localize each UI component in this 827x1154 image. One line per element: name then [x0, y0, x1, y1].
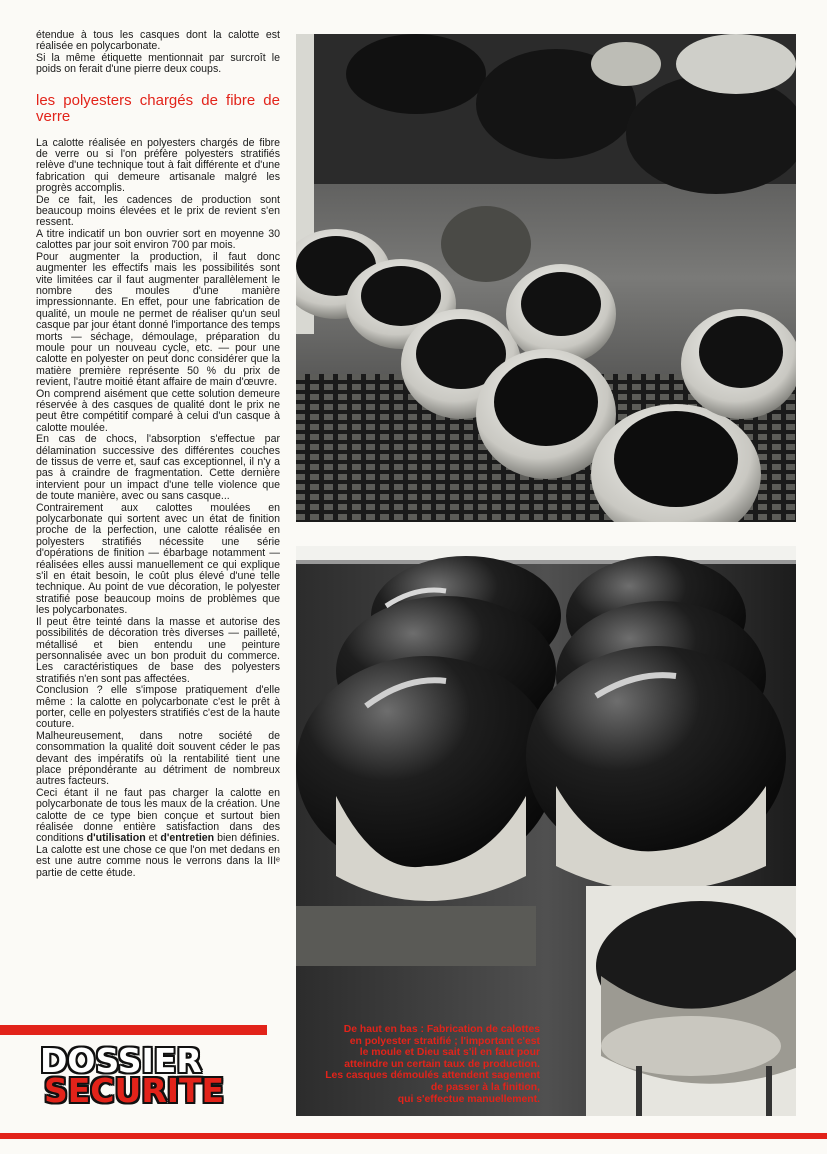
body-paragraph: Contrairement aux calottes moulées en polycarbonate qui sortent avec un état de finition proche de la perfection, une calotte réalisée en polyesters stratifiés nécessite une série d'opérations de finition — ébarbage notamment — réalisées elles aussi manuellement ce qui explique s'il en était besoin, le coût plus élevé d'une telle technique. Au point de vue décoration, le polyester stratifié pose beaucoup moins de problèmes que les polycarbonates.: [36, 501, 280, 617]
bold-entretien: d'entretien: [160, 832, 215, 845]
body-paragraph: On comprend aisément que cette solution demeure réservée à des casques de qualité dont le prix ne peut être compétitif comparé à celui d'un casque à calotte moulée.: [36, 387, 280, 434]
logo-line-dossier: DOSSIER: [40, 1041, 202, 1080]
body-paragraph: Malheureusement, dans notre société de consommation la qualité doit souvent céder le pas devant des impératifs où la rentabilité tient une place prépondérante au détriment de nombreux autres facteurs.: [36, 729, 280, 788]
body-paragraph: Conclusion ? elle s'impose pratiquement d'elle même : la calotte en polycarbonate c'est le prêt à porter, celle en polyesters stratifiés c'est de la haute couture.: [36, 684, 280, 731]
bottom-accent-bar: [0, 1133, 827, 1139]
final-paragraph: La calotte est une chose ce que l'on met dedans en est une autre comme nous le verrons dans la IIIᵉ partie de cette étude.: [36, 843, 280, 879]
bold-utilisation: d'utilisation: [86, 832, 146, 845]
ceci-text-after: bien définies.: [214, 832, 280, 845]
logo-line-securite: SECURITE: [44, 1071, 225, 1110]
body-paragraph: A titre indicatif un bon ouvrier sort en moyenne 30 calottes par jour soit environ 700 par mois.: [36, 227, 280, 252]
ceci-text-middle: et: [145, 832, 161, 845]
dossier-securite-logo: [40, 1041, 230, 1114]
photo-helmet-shells-rack: [296, 34, 796, 522]
intro-paragraph: étendue à tous les casques dont la calotte est réalisée en polycarbonate.: [36, 29, 280, 53]
inset-helmet-photo: [586, 886, 796, 1116]
body-paragraph: Pour augmenter la production, il faut donc augmenter les effectifs mais les possibilités sont vite limitées car il faut augmenter parallèlement le nombre des moules d'une manière impressionnante. En effet, pour une fabrication de qualité, un moule ne permet de réaliser qu'un seul casque par jour étant donné l'importance des temps morts — séchage, démoulage, préparation du moule pour un nouveau cycle, etc. — pour une calotte en polyester on peut donc considérer que la matière première représente 50 % du prix de revient, l'autre moitié étant affaire de main d'œuvre.: [36, 250, 280, 389]
section-heading: les polyesters chargés de fibre de verre: [36, 91, 280, 125]
article-column: [36, 30, 280, 879]
body-paragraph: De ce fait, les cadences de production sont beaucoup moins élevées et le prix de revient s'en ressent.: [36, 193, 280, 229]
intro-paragraph: Si la même étiquette mentionnait par surcroît le poids on ferait d'une pierre deux coups.: [36, 51, 280, 76]
body-paragraph: En cas de chocs, l'absorption s'effectue par délamination successive des différentes couches de tissus de verre et, sauf cas exceptionnel, il n'y a pas à craindre de fragmentation. Cette dernière intervient pour un impact d'une telle violence que de toute manière, avec ou sans casque...: [36, 433, 280, 503]
accent-bar: [0, 1025, 267, 1035]
ceci-text-before: Ceci étant il ne faut pas charger la calotte en polycarbonate de tous les maux de la création. Une calotte de ce type bien conçue et surtout bien réalisée donne entière satisfaction dans des conditions: [36, 786, 280, 845]
body-paragraph: La calotte réalisée en polyesters chargés de fibre de verre ou si l'on préfère polyesters stratifiés relève d'une technique tout à fait différente et d'une fabrication qui demeure artisanale malgré les progrès accomplis.: [36, 136, 280, 195]
photo-caption: De haut en bas : Fabrication de calottes en polyester stratifié ; l'important c'est le moule et Dieu sait s'il en faut pour atteindre un certain taux de production. Les casques démoulés attendent sagement de passer à la finition, qui s'effectue manuellement.: [325, 1024, 540, 1105]
body-paragraph: Il peut être teinté dans la masse et autorise des possibilités de décoration très diverses — pailleté, métallisé et bien entendu une peinture personnalisée avec un bon produit du commerce. Les caractéristiques de base des polyesters stratifiés n'en sont pas affectées.: [36, 615, 280, 685]
photo-shells-image: [296, 34, 796, 522]
body-paragraph-ceci: [36, 788, 280, 845]
